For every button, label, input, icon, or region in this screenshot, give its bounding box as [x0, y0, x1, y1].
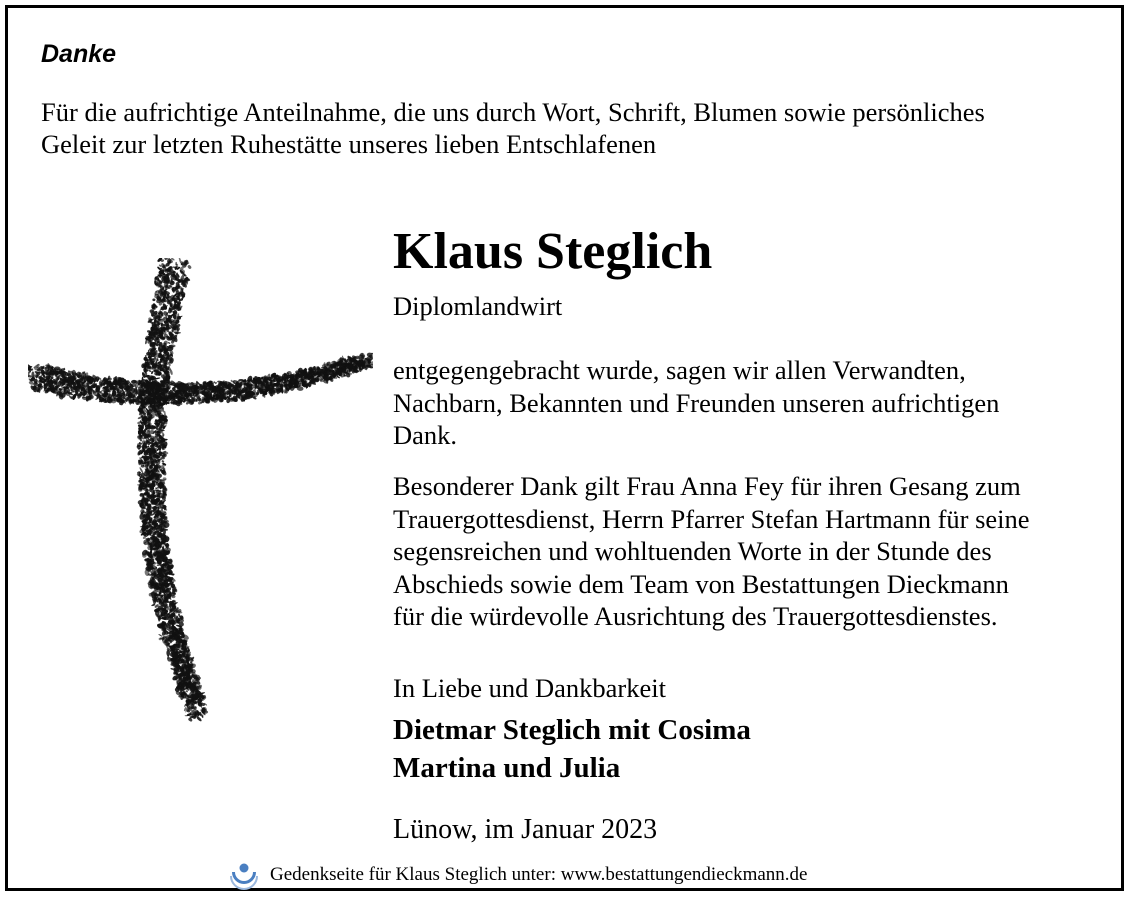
special-thanks-line: Trauergottesdienst, Herrn Pfarrer Stefan Hartmann für seine: [393, 503, 1030, 534]
signers: [393, 711, 751, 787]
special-thanks-line: Besonderer Dank gilt Frau Anna Fey für ihren Gesang zum: [393, 471, 1021, 501]
special-thanks-line: segensreichen und wohltuenden Worte in der Stunde des: [393, 536, 992, 566]
notice-heading: Danke: [41, 40, 117, 68]
place-date: Lünow, im Januar 2023: [393, 814, 658, 845]
special-thanks-line: für die würdevolle Ausrichtung des Trauergottesdienstes.: [393, 601, 998, 631]
thanks-paragraph: [393, 354, 1103, 452]
deceased-profession: Diplomlandwirt: [393, 291, 563, 321]
footer: [228, 860, 807, 890]
special-thanks-line: Abschieds sowie dem Team von Bestattungen Dieckmann: [393, 568, 1009, 599]
deceased-name: Klaus Steglich: [393, 223, 713, 280]
charcoal-cross-icon: [28, 258, 373, 726]
thanks-line: entgegengebracht wurde, sagen wir allen Verwandten,: [393, 355, 966, 385]
closing-phrase: In Liebe und Dankbarkeit: [393, 673, 666, 703]
signer-line: Martina und Julia: [393, 752, 621, 784]
thanks-line: Nachbarn, Bekannten und Freunden unseren aufrichtigen: [393, 387, 1000, 418]
footer-link[interactable]: Gedenkseite für Klaus Steglich unter: www.bestattungendieckmann.de: [270, 864, 808, 885]
intro-line: Für die aufrichtige Anteilnahme, die uns durch Wort, Schrift, Blumen sowie persönliches: [41, 97, 985, 127]
special-thanks-paragraph: [393, 470, 1103, 633]
memorial-logo-icon: [228, 860, 260, 890]
intro-line: Geleit zur letzten Ruhestätte unseres lieben Entschlafenen: [41, 129, 657, 159]
signer-line: Dietmar Steglich mit Cosima: [393, 714, 751, 746]
thanks-line: Dank.: [393, 420, 458, 450]
intro-text: [41, 96, 1101, 160]
